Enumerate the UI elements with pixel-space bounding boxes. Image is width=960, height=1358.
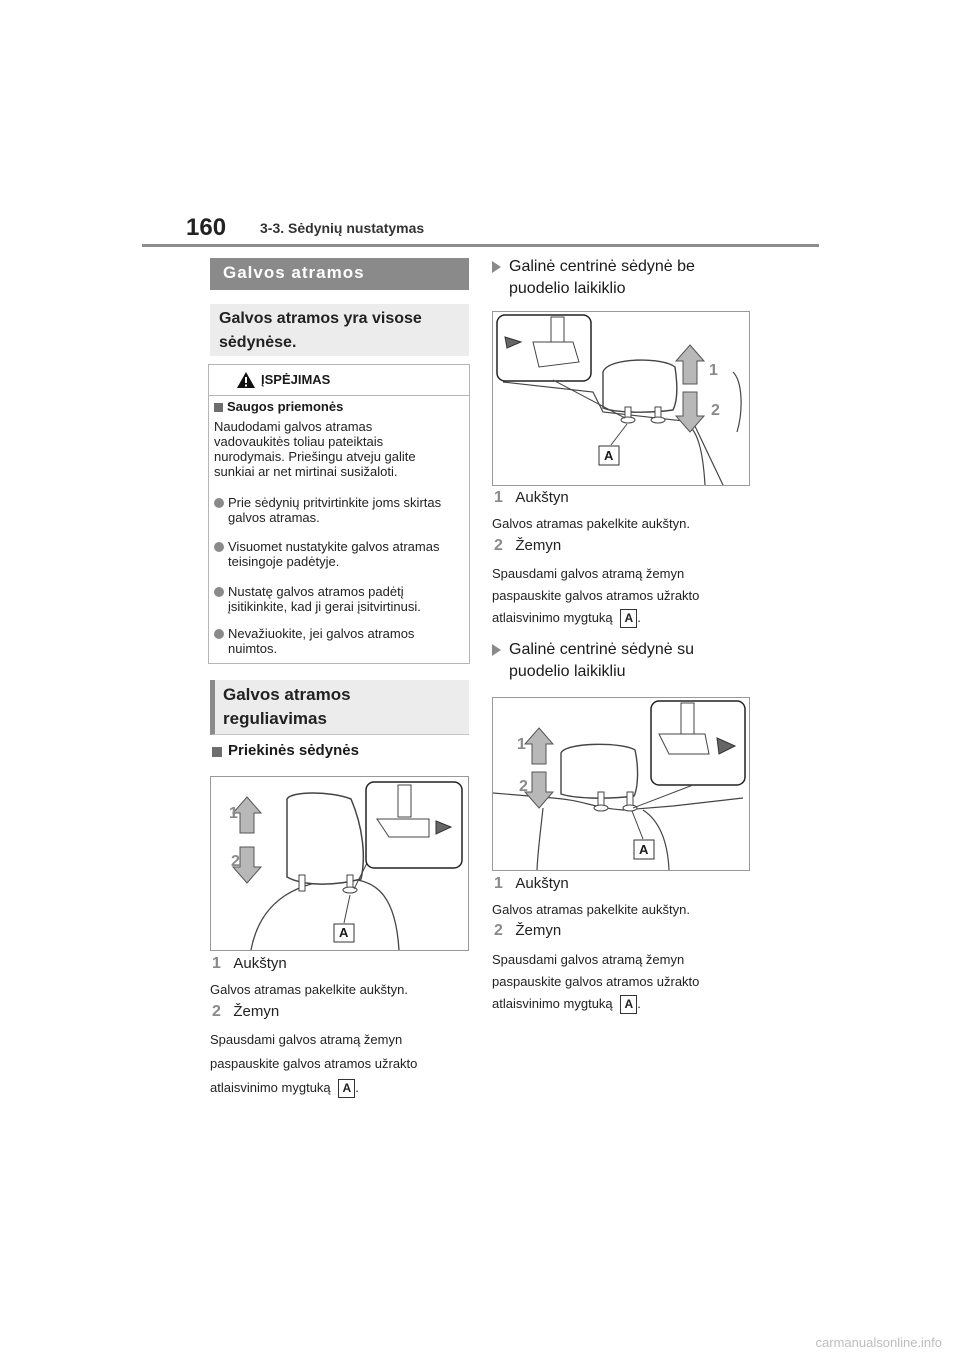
warning-item: Visuomet nustatykite galvos atramas teisingoje padėtyje. — [228, 539, 440, 569]
step-number: 1 — [212, 955, 221, 972]
step-desc-text: atlaisvinimo mygtuką — [492, 996, 613, 1011]
step-down — [212, 1003, 279, 1021]
step-desc-line — [210, 1078, 470, 1098]
step-desc-line: paspauskite galvos atramos užrakto — [492, 588, 700, 603]
front-seats-heading: Priekinės sėdynės — [228, 742, 359, 759]
warning-intro: Naudodami galvos atramas vadovaukitės toliau pateiktais nurodymais. Priešingu atveju galite sunkiai ar net mirtinai susižaloti. — [214, 419, 416, 479]
step-down — [494, 922, 561, 940]
figure-label-2: 2 — [231, 853, 240, 870]
step-description — [492, 950, 752, 1014]
step-up — [212, 955, 287, 973]
header-divider — [142, 244, 819, 247]
step-description: Galvos atramas pakelkite aukštyn. — [492, 902, 690, 917]
step-number: 2 — [494, 922, 503, 939]
square-bullet-icon — [212, 747, 222, 757]
step-number: 1 — [494, 489, 503, 506]
step-title: Žemyn — [515, 537, 562, 554]
rear-seat-cup-illustration — [493, 698, 749, 870]
warning-item: Nustatę galvos atramos padėtį įsitikinkite, kad ji gerai įsitvirtinusi. — [228, 584, 421, 614]
step-number: 2 — [212, 1003, 221, 1020]
step-description — [492, 564, 752, 628]
warning-box — [208, 364, 470, 664]
step-desc-text: atlaisvinimo mygtuką — [492, 610, 613, 625]
bullet-icon — [214, 542, 224, 552]
figure-label-2: 2 — [711, 402, 720, 419]
step-desc-line — [492, 994, 752, 1014]
step-up — [494, 489, 569, 507]
figure-label-1: 1 — [517, 736, 526, 753]
bullet-icon — [214, 587, 224, 597]
front-seat-figure — [210, 776, 469, 951]
step-desc-line — [492, 608, 752, 628]
step-title: Aukštyn — [515, 489, 569, 506]
figure-label-a: A — [639, 842, 649, 857]
rear-center-cup-figure — [492, 697, 750, 871]
triangle-bullet-icon — [492, 644, 501, 656]
warning-title: ĮSPĖJIMAS — [261, 372, 331, 387]
period: . — [355, 1080, 359, 1095]
bullet-icon — [214, 498, 224, 508]
rear-seat-illustration — [493, 312, 749, 485]
release-button-a: A — [620, 995, 637, 1014]
period: . — [637, 996, 641, 1011]
step-title: Žemyn — [233, 1003, 280, 1020]
headrests-title: Galvos atramos — [223, 263, 365, 282]
heading-line: Galinė centrinė sėdynė su — [509, 641, 694, 658]
warning-subheading: Saugos priemonės — [227, 399, 344, 414]
bullet-icon — [214, 629, 224, 639]
step-desc-line: Spausdami galvos atramą žemyn — [492, 566, 685, 581]
section-title: 3-3. Sėdynių nustatymas — [260, 220, 425, 236]
step-title: Aukštyn — [233, 955, 287, 972]
rear-center-cup-heading — [492, 639, 694, 683]
figure-label-2: 2 — [519, 778, 528, 795]
step-desc-line: Spausdami galvos atramą žemyn — [492, 952, 685, 967]
headrests-lead-text: Galvos atramos yra visose sėdynėse. — [219, 310, 422, 351]
figure-label-1: 1 — [709, 362, 718, 379]
footer-watermark: carmanualsonline.info — [815, 1335, 942, 1350]
adjust-heading — [210, 680, 469, 735]
warning-item: Prie sėdynių pritvirtinkite joms skirtas galvos atramas. — [228, 495, 442, 525]
warning-header — [209, 365, 469, 396]
release-button-a: A — [620, 609, 637, 628]
figure-label-a: A — [604, 448, 614, 463]
square-bullet-icon — [214, 403, 223, 412]
step-up — [494, 875, 569, 893]
period: . — [637, 610, 641, 625]
rear-center-no-cup-figure — [492, 311, 750, 486]
headrests-title-bar — [210, 258, 469, 290]
step-desc-text: atlaisvinimo mygtuką — [210, 1080, 331, 1095]
release-button-a: A — [338, 1079, 355, 1098]
heading-line: puodelio laikiklio — [509, 280, 626, 297]
page-number: 160 — [186, 214, 227, 241]
heading-line: Galinė centrinė sėdynė be — [509, 258, 695, 275]
step-desc-line: paspauskite galvos atramos užrakto — [492, 974, 700, 989]
warning-item: Nevažiuokite, jei galvos atramos nuimtos. — [228, 626, 415, 656]
step-description: Galvos atramas pakelkite aukštyn. — [492, 516, 690, 531]
step-title: Žemyn — [515, 922, 562, 939]
step-number: 1 — [494, 875, 503, 892]
triangle-bullet-icon — [492, 261, 501, 273]
figure-label-a: A — [339, 925, 349, 940]
step-number: 2 — [494, 537, 503, 554]
warning-triangle-icon — [236, 371, 256, 389]
step-title: Aukštyn — [515, 875, 569, 892]
step-description: Galvos atramas pakelkite aukštyn. — [210, 982, 408, 997]
heading-line: puodelio laikikliu — [509, 663, 626, 680]
figure-label-1: 1 — [229, 805, 238, 822]
rear-center-no-cup-heading — [492, 256, 695, 300]
step-description — [210, 1030, 470, 1098]
step-desc-line: paspauskite galvos atramos užrakto — [210, 1056, 418, 1071]
headrests-lead — [210, 304, 469, 356]
step-desc-line: Spausdami galvos atramą žemyn — [210, 1032, 403, 1047]
step-down — [494, 537, 561, 555]
adjust-heading-text: Galvos atramos reguliavimas — [223, 685, 351, 728]
